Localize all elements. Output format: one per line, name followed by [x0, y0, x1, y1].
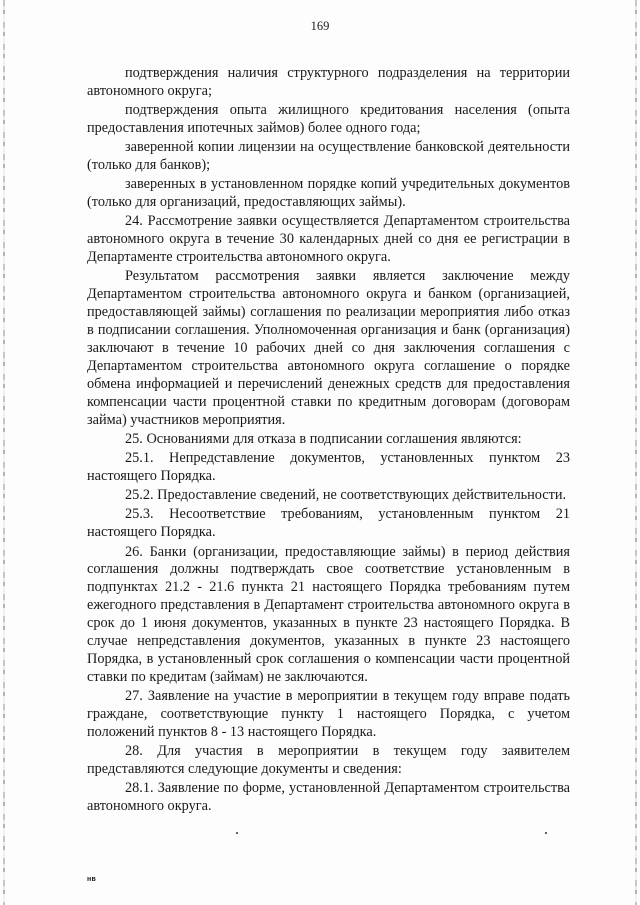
paragraph: 25.2. Предоставление сведений, не соответствующих действительности.	[125, 487, 567, 504]
page-number: 169	[310, 19, 330, 33]
paragraph: 24. Рассмотрение заявки осуществляется Департаментом строительства автономного округа в течение 30 календарных дней со дня ее регистрации в Департаменте строительства автономного округа.	[87, 213, 570, 266]
scan-edge-right	[635, 0, 637, 905]
paragraph: Результатом рассмотрения заявки является заключение между Департаментом строительства автономного округа и банком (организацией, предоставляющей займы) соглашения по реализации мероприятия либо отказ в подписании соглашения. Уполномоченная организация и банк (организация) заключают в течение 10 рабочих дней со дня заключения соглашения с Департаментом строительства автономного округа соглашение о порядке обмена информацией и перечислений денежных средств для предоставления компенсации части процентной ставки по кредитным договорам (договорам займа) участников мероприятия.	[87, 268, 570, 428]
paragraph: 25.3. Несоответствие требованиям, установленным пунктом 21 настоящего Порядка.	[87, 506, 570, 541]
paragraph: 25. Основаниями для отказа в подписании соглашения являются:	[125, 430, 522, 447]
paragraph: 27. Заявление на участие в мероприятии в текущем году вправе подать граждане, соответствующие пункту 1 настоящего Порядка, с учетом положений пунктов 8 - 13 настоящего Порядка.	[87, 688, 570, 740]
scan-edge-left	[3, 0, 5, 905]
document-body	[87, 65, 570, 817]
paragraph: заверенной копии лицензии на осуществление банковской деятельности (только для банков);	[87, 139, 570, 174]
paragraph: 25.1. Непредставление документов, установленных пунктом 23 настоящего Порядка.	[87, 450, 570, 485]
paragraph: подтверждения опыта жилищного кредитования населения (опыта предоставления ипотечных займов) более одного года;	[87, 102, 570, 137]
footer-code: нв	[87, 876, 97, 883]
paragraph: 28.1. Заявление по форме, установленной Департаментом строительства автономного округа.	[87, 780, 570, 815]
paragraph: 26. Банки (организации, предоставляющие займы) в период действия соглашения должны подтверждать свое соответствие установленным в подпунктах 21.2 - 21.6 пункта 21 настоящего Порядка требованиям путем ежегодного представления в Департамент строительства автономного округа в срок до 1 июня документов, указанных в пункте 23 настоящего Порядка. В случае непредставления документов, указанных в пункте 23 настоящего Порядка, в установленный срок соглашения о компенсации части процентной ставки по кредитам (займам) не заключаются.	[87, 543, 570, 685]
scan-speck	[545, 832, 547, 834]
paragraph: заверенных в установленном порядке копий учредительных документов (только для организаций, предоставляющих займы).	[87, 176, 570, 211]
paragraph: 28. Для участия в мероприятии в текущем году заявителем представляются следующие документы и сведения:	[87, 743, 570, 777]
scan-speck	[236, 832, 238, 834]
paragraph: подтверждения наличия структурного подразделения на территории автономного округа;	[87, 65, 570, 99]
